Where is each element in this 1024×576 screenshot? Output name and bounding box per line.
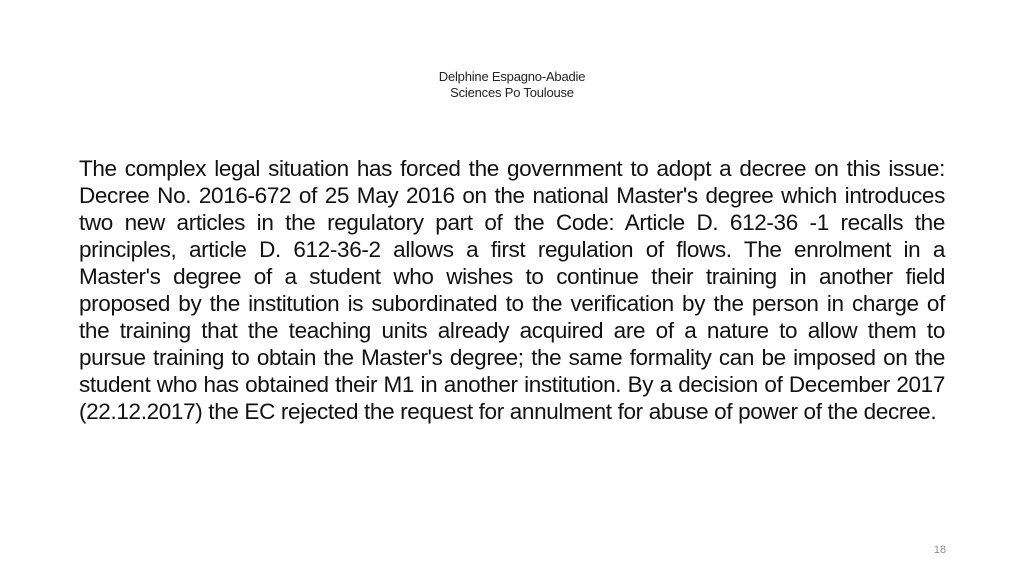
page-number: 18 bbox=[933, 544, 947, 556]
slide-header bbox=[0, 69, 1024, 101]
author-name: Delphine Espagno-Abadie bbox=[438, 69, 586, 84]
body-paragraph: The complex legal situation has forced the government to adopt a decree on this issue: Decree No. 2016-672 of 25 May 2016 on the national Master's degree which introduces two new articles in the regulatory part of the Code: Article D. 612-36 -1 recalls the principles, article D. 612-36-2 allows a first regulation of flows. The enrolment in a Master's degree of a student who wishes to continue their training in another field proposed by the institution is subordinated to the verification by the person in charge of the training that the teaching units already acquired are of a nature to allow them to pursue training to obtain the Master's degree; the same formality can be imposed on the student who has obtained their M1 in another institution. By a decision of December 2017 (22.12.2017) the EC rejected the request for annulment for abuse of power of the decree. bbox=[79, 156, 945, 424]
institution-name: Sciences Po Toulouse bbox=[450, 85, 574, 100]
